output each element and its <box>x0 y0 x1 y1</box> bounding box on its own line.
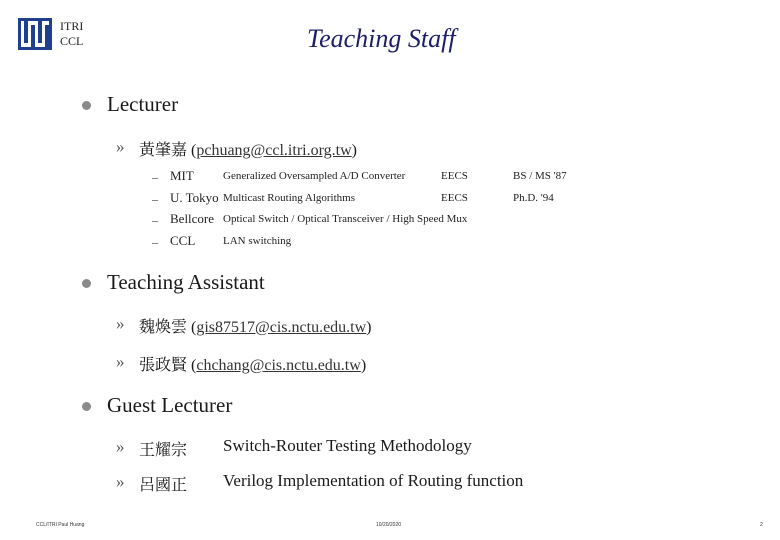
history-institution: MIT <box>170 168 194 183</box>
chevron-icon: » <box>116 137 125 156</box>
close-paren: ) <box>360 357 367 374</box>
footer-date: 10/20/2020 <box>376 522 402 528</box>
ta-line <box>139 314 372 337</box>
dash-icon: – <box>152 235 158 249</box>
ta-email-link[interactable]: chchang@cis.nctu.edu.tw <box>196 357 361 374</box>
bullet-icon <box>82 402 91 411</box>
history-dept: EECS <box>441 192 468 204</box>
org-line-2: CCL <box>60 34 84 48</box>
ta-line <box>139 352 366 375</box>
ta-heading: Teaching Assistant <box>107 270 265 294</box>
history-degree: Ph.D. '94 <box>513 192 554 204</box>
history-topic: Multicast Routing Algorithms <box>223 192 356 204</box>
history-dept: EECS <box>441 170 468 182</box>
org-line-1: ITRI <box>60 19 84 33</box>
open-paren: ( <box>191 142 197 159</box>
history-institution: U. Tokyo <box>170 190 219 205</box>
open-paren: ( <box>191 357 197 374</box>
open-paren: ( <box>191 319 197 336</box>
bullet-icon <box>82 279 91 288</box>
itri-logo <box>18 18 52 50</box>
dash-icon: – <box>152 213 158 227</box>
guest-name: 呂國正 <box>139 477 188 494</box>
guest-heading: Guest Lecturer <box>107 393 233 417</box>
org-label <box>60 19 83 49</box>
ta-name: 魏煥雲 <box>139 319 188 336</box>
history-institution: Bellcore <box>170 211 215 226</box>
dash-icon: – <box>152 192 158 206</box>
chevron-icon: » <box>116 314 125 333</box>
close-paren: ) <box>366 319 372 336</box>
footer-page-number: 2 <box>760 522 763 528</box>
history-institution: CCL <box>170 233 196 248</box>
dash-icon: – <box>152 170 158 184</box>
lecturer-line <box>139 137 357 160</box>
lecturer-heading: Lecturer <box>107 92 179 116</box>
history-degree: BS / MS '87 <box>513 170 567 182</box>
chevron-icon: » <box>116 472 125 491</box>
chevron-icon: » <box>116 352 125 371</box>
itri-logo-icon <box>18 18 52 50</box>
history-topic: Optical Switch / Optical Transceiver / High Speed Mux <box>223 213 468 225</box>
close-paren: ) <box>351 142 357 159</box>
ta-name: 張政賢 <box>139 357 188 374</box>
guest-topic: Switch-Router Testing Methodology <box>223 436 472 455</box>
guest-name: 王耀宗 <box>139 442 188 459</box>
page-title: Teaching Staff <box>307 24 456 53</box>
footer-author: CCL/ITRI Paul Huang <box>36 522 85 528</box>
lecturer-email-link[interactable]: pchuang@ccl.itri.org.tw <box>196 142 352 159</box>
guest-topic: Verilog Implementation of Routing function <box>223 471 524 490</box>
history-topic: LAN switching <box>223 235 292 247</box>
history-topic: Generalized Oversampled A/D Converter <box>223 170 406 182</box>
lecturer-name: 黃肇嘉 <box>139 142 188 159</box>
bullet-icon <box>82 101 91 110</box>
chevron-icon: » <box>116 437 125 456</box>
ta-email-link[interactable]: gis87517@cis.nctu.edu.tw <box>196 319 367 336</box>
